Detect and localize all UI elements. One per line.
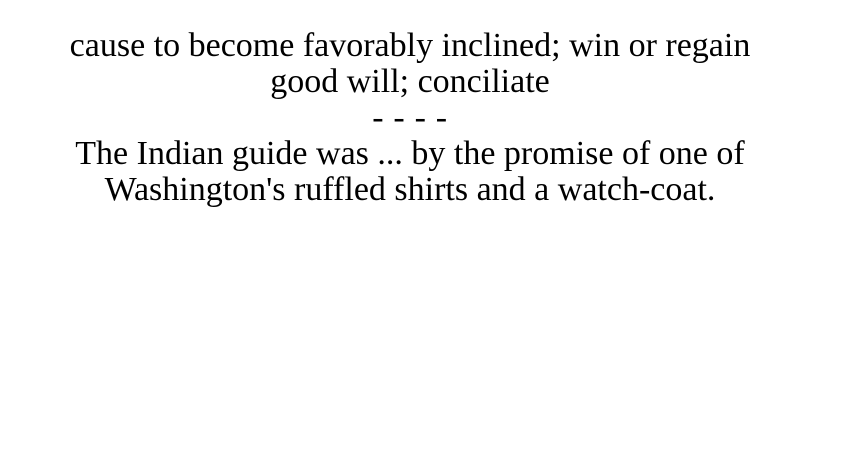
example-sentence: The Indian guide was ... by the promise of one of Washington's ruffled shirts and a watch-coat. xyxy=(75,135,745,209)
separator: - - - - xyxy=(372,99,448,137)
flashcard xyxy=(40,28,780,208)
definition-text: cause to become favorably inclined; win or regain good will; conciliate xyxy=(69,27,751,101)
